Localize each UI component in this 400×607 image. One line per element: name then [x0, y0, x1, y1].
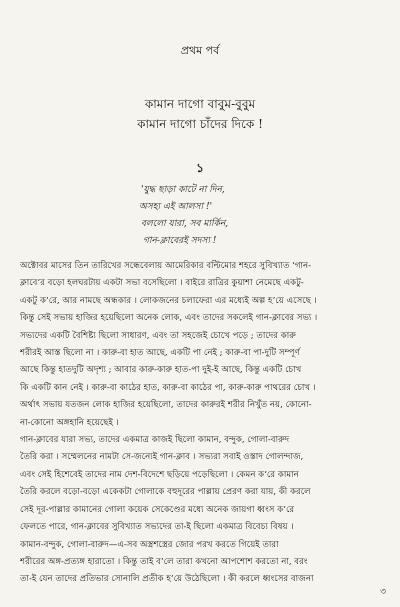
body-line: সেই দূর-পাল্লার কামানের গোলা কয়েক সেকেণ্ডের মধ্যে অনেক জায়গা ধ্বংস ক’রে	[20, 504, 295, 515]
body-line: একটু ক’রে, আর নামছে অন্ধকার । লোকজনের চলাফেরা এর মধ্যেই অল্প হ’য়ে এসেছে ।	[20, 295, 317, 306]
body-line: আছে কিন্তু হাতদুটি অদৃশ্য ; আবার কারু-কারু হাত-পা দুই-ই আছে, কিন্তু একটি চোখ	[20, 365, 302, 376]
body-line: গান-ক্লাবের যারা সভ্য, তাদের একমাত্র কাজই ছিলো কামান, বন্দুক, গোলা-বারুদ	[20, 435, 290, 446]
section-title: প্রথম পর্ব	[180, 44, 220, 57]
heading-line-2: কামান দাগো চাঁদের দিকে !	[137, 117, 263, 131]
chapter-number: ১	[196, 161, 204, 175]
verse-line: বললো যারা, সব মার্কিন,	[141, 219, 229, 229]
body-line: শরীরই আস্ত ছিলো না । কারু-বা হাত আছে, একটি পা নেই ; কারু-বা পা-দুটি সম্পূর্ণ	[20, 348, 300, 359]
epigraph-verse	[135, 182, 305, 250]
body-line: শরীরের অঙ্গ-প্রত্যঙ্গ হারাতো । কিন্তু তাই ব’লে তারা কখনো আপশোশ করতো না, বরং	[20, 556, 308, 567]
body-line: অক্টোবর মাসের তিন তারিখের সন্ধেবেলায় আমেরিকার বল্টিমোর শহরে সুবিখ্যাত ‘গান-	[20, 261, 312, 271]
body-line: সভ্যদের একটি বৈশিষ্ট্য ছিলো সাধারণ, এবং তা সহজেই চোখে পড়ে ; তাদের কারু	[20, 330, 296, 341]
verse-line: 'যুদ্ধ ছাড়া কাটে না দিন,	[141, 185, 225, 195]
heading-line-1: কামান দাগো বাবুম-বুবুম	[144, 97, 256, 111]
body-line: তৈরি করলে বড়ো-বড়ো একেকটা গোলাকে বহুদূরের পাল্লায় প্রেরণ করা যায়, কী করলে	[20, 487, 311, 498]
body-line: ক্লাবে’র বড়ো হলঘরটায় একটা সভা বসেছিলো । বাইরে রাত্রির কুয়াশা নেমেছে একটু-	[20, 278, 304, 289]
body-line: কি একটি কান নেই । কারু-বা কাঠের হাত, কারু-বা কাঠের পা, কারু-কারু পাথরের চোখ ।	[20, 382, 316, 393]
body-line: তা-ই যেন তাদের প্রতিভার সোনালি প্রতীক হ’য়ে উঠেছিলো । কী করলে ধ্বংসের বাজনা	[20, 574, 314, 585]
body-line: ফেলতে পারে, গান-ক্লাবের সুবিখ্যাত সভ্যদের তা-ই ছিলো একমাত্র বিবেচ্য বিষয় ।	[20, 522, 294, 533]
body-line: না-কোনো অঙ্গহানি হয়েছেই ।	[20, 417, 119, 428]
body-line: অর্থাৎ সভায় যতজন লোক হাজির হয়েছিলো, তাদের কারুরই শরীর নিখুঁত নয়, কোনো-	[20, 400, 312, 411]
body-line: কামান-বন্দুক, গোলা-বারুদ—এ-সব অস্ত্রশস্ত্রের জোর পরখ করতে গিয়েই তারা	[20, 539, 279, 550]
verse-line: অসহ্য এই আলসা !'	[139, 202, 213, 212]
page-number: ৩	[380, 587, 386, 597]
body-line: এবং সেই হিশেবেই তাদের নাম দেশ-বিদেশে ছড়িয়ে পড়েছিলো । কেমন ক’রে কামান	[20, 469, 299, 480]
body-line: তৈরি করা । সম্মেলনের নামটা সে-জন্যেই গান-ক্লাব । সভ্যরা সবাই ওস্তাদ গোলন্দাজ,	[20, 452, 304, 463]
verse-line: গান-ক্লাবেরই সদস্য !	[143, 236, 217, 246]
body-line: কিন্তু সেই সভায় হাজির হয়েছিলো অনেক লোক, এবং তাদের সকলেই গান-ক্লাবের সভ্য ।	[20, 313, 318, 324]
body-paragraphs	[20, 258, 386, 589]
